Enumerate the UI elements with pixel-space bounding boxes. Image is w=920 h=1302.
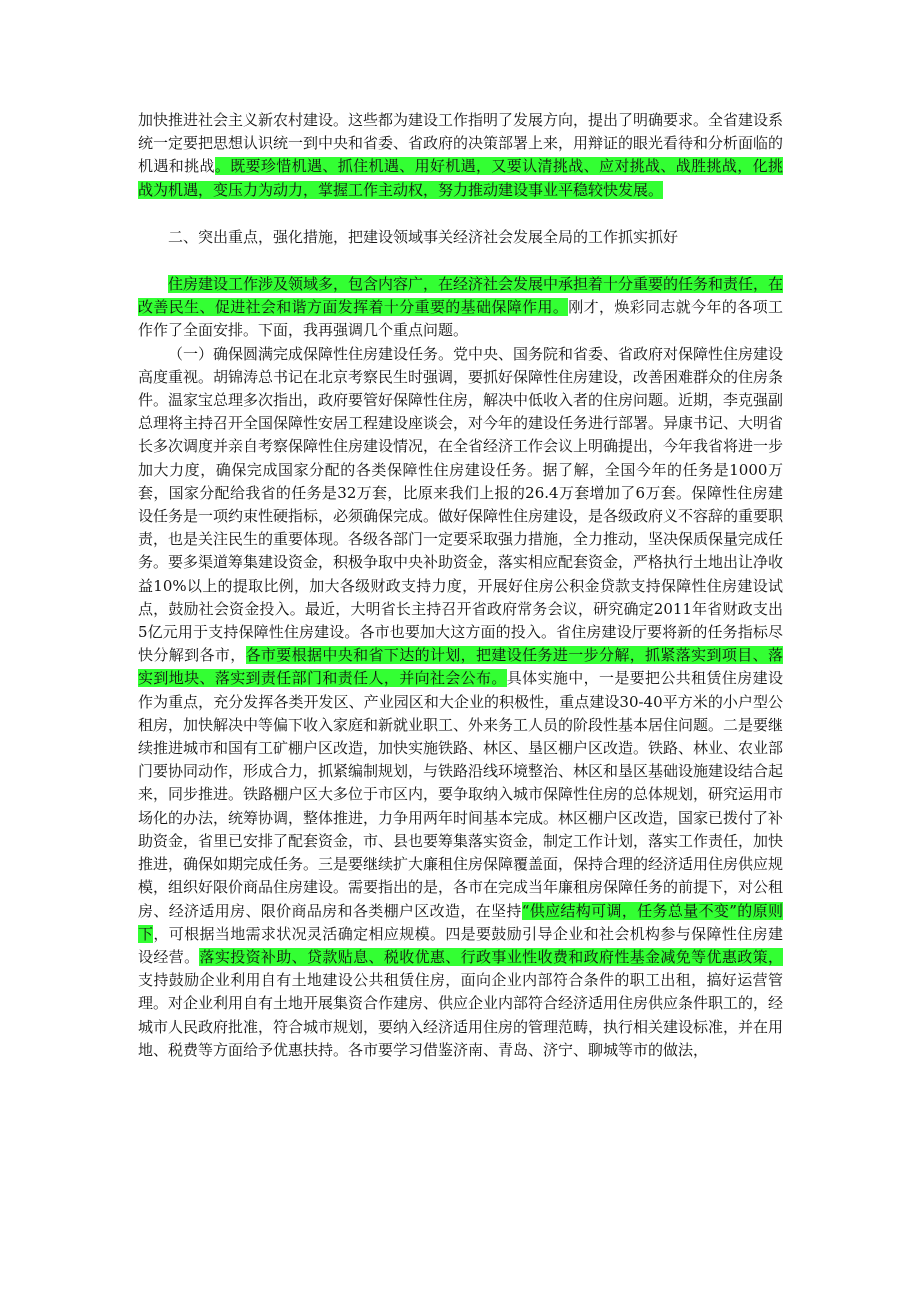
paragraph-intro <box>138 109 783 202</box>
heading-text: 二、突出重点，强化措施，把建设领域事关经济社会发展全局的工作抓实抓好 <box>168 227 679 246</box>
text-segment: ，可根据当地需求状况灵活确定相应规模。四是要鼓励引导企业和社会机构参与保障性住房建设经营。 <box>138 924 783 966</box>
highlighted-text: 落实投资补助、贷款贴息、税收优惠、行政事业性收费和政府性基金减免等优惠政策， <box>199 947 783 966</box>
highlighted-text: 。既要珍惜机遇、抓住机遇、用好机遇，又要认清挑战、应对挑战、战胜挑战，化挑战为机遇，变压力为动力，掌握工作主动权，努力推动建设事业平稳较快发展。 <box>138 157 783 199</box>
highlighted-text: “供应结构可调，任务总量不变”的原则下 <box>138 901 783 943</box>
highlighted-text: 住房建设工作涉及领域多，包含内容广，在经济社会发展中承担着十分重要的任务和责任，在改善民生、促进社会和谐方面发挥着十分重要的基础保障作用。 <box>138 275 784 317</box>
section-heading <box>138 226 783 249</box>
text-segment: 刚才，焕彩同志就今年的各项工作作了全面安排。下面，我再强调几个重点问题。 <box>138 298 783 340</box>
text-segment: （一）确保圆满完成保障性住房建设任务。党中央、国务院和省委、省政府对保障性住房建设高度重视。胡锦涛总书记在北京考察民生时强调，要抓好保障性住房建设，改善困难群众的住房条件。温家宝总理多次指出，政府要管好保障性住房，解决中低收入者的住房问题。近期，李克强副总理将主持召开全国保障性安居工程建设座谈会，对今年的建设任务进行部署。异康书记、大明省长多次调度并亲自考察保障性住房建设情况，在全省经济工作会议上明确提出，今年我省将进一步加大力度，确保完成国家分配的各类保障性住房建设任务。据了解，全国今年的任务是1000万套，国家分配给我省的任务是32万套，比原来我们上报的26.4万套增加了6万套。保障性住房建设任务是一项约束性硬指标，必须确保完成。做好保障性住房建设，是各级政府义不容辞的重要职责，也是关注民生的重要体现。各级各部门一定要采取强力措施，全力推动，坚决保质保量完成任务。要多渠道筹集建设资金，积极争取中央补助资金，落实相应配套资金，严格执行土地出让净收益10%以上的提取比例，加大各级财政支持力度，开展好住房公积金贷款支持保障性住房建设试点，鼓励社会资金投入。最近，大明省长主持召开省政府常务会议，研究确定2011年省财政支出5亿元用于支持保障性住房建设。各市也要加大这方面的投入。省住房建设厅要将新的任务指标尽快分解到各市， <box>138 344 784 665</box>
paragraph-housing <box>138 343 783 1062</box>
highlighted-text: 各市要根据中央和省下达的计划，把建设任务进一步分解，抓紧落实到项目、落实到地块、落实到责任部门和责任人，并向社会公布。 <box>138 646 783 688</box>
paragraph-spacer <box>138 202 783 226</box>
text-segment: 具体实施中，一是要把公共租赁住房建设作为重点，充分发挥各类开发区、产业园区和大企业的积极性，重点建设30-40平方米的小户型公租房，加快解决中等偏下收入家庭和新就业职工、外来务工人员的阶段性基本居住问题。二是要继续推进城市和国有工矿棚户区改造，加快实施铁路、林区、垦区棚户区改造。铁路、林业、农业部门要协同动作，形成合力，抓紧编制规划，与铁路沿线环境整治、林区和垦区基础设施建设结合起来，同步推进。铁路棚户区大多位于市区内，要争取纳入城市保障性住房的总体规划，研究运用市场化的办法，统筹协调，整体推进，力争用两年时间基本完成。林区棚户区改造，国家已拨付了补助资金，省里已安排了配套资金，市、县也要筹集落实资金，制定工作计划，落实工作责任，加快推进，确保如期完成任务。三是要继续扩大廉租住房保障覆盖面，保持合理的经济适用住房供应规模，组织好限价商品住房建设。需要指出的是，各市在完成当年廉租房保障任务的前提下，对公租房、经济适用房、限价商品房和各类棚户区改造，在坚持 <box>138 669 784 920</box>
paragraph-overview <box>138 273 783 343</box>
text-segment: 支持鼓励企业利用自有土地建设公共租赁住房，面向企业内部符合条件的职工出租，搞好运营管理。对企业利用自有土地开展集资合作建房、供应企业内部符合经济适用住房供应条件职工的，经城市人民政府批准，符合城市规划，要纳入经济适用住房的管理范畴，执行相关建设标准，并在用地、税费等方面给予优惠扶持。各市要学习借鉴济南、青岛、济宁、聊城等市的做法， <box>138 971 784 1059</box>
paragraph-spacer <box>138 249 783 273</box>
document-body <box>138 109 783 1062</box>
text-segment: 加快推进社会主义新农村建设。这些都为建设工作指明了发展方向，提出了明确要求。全省建设系统一定要把思想认识统一到中央和省委、省政府的决策部署上来，用辩证的眼光看待和分析面临的机遇和挑战 <box>138 111 784 176</box>
